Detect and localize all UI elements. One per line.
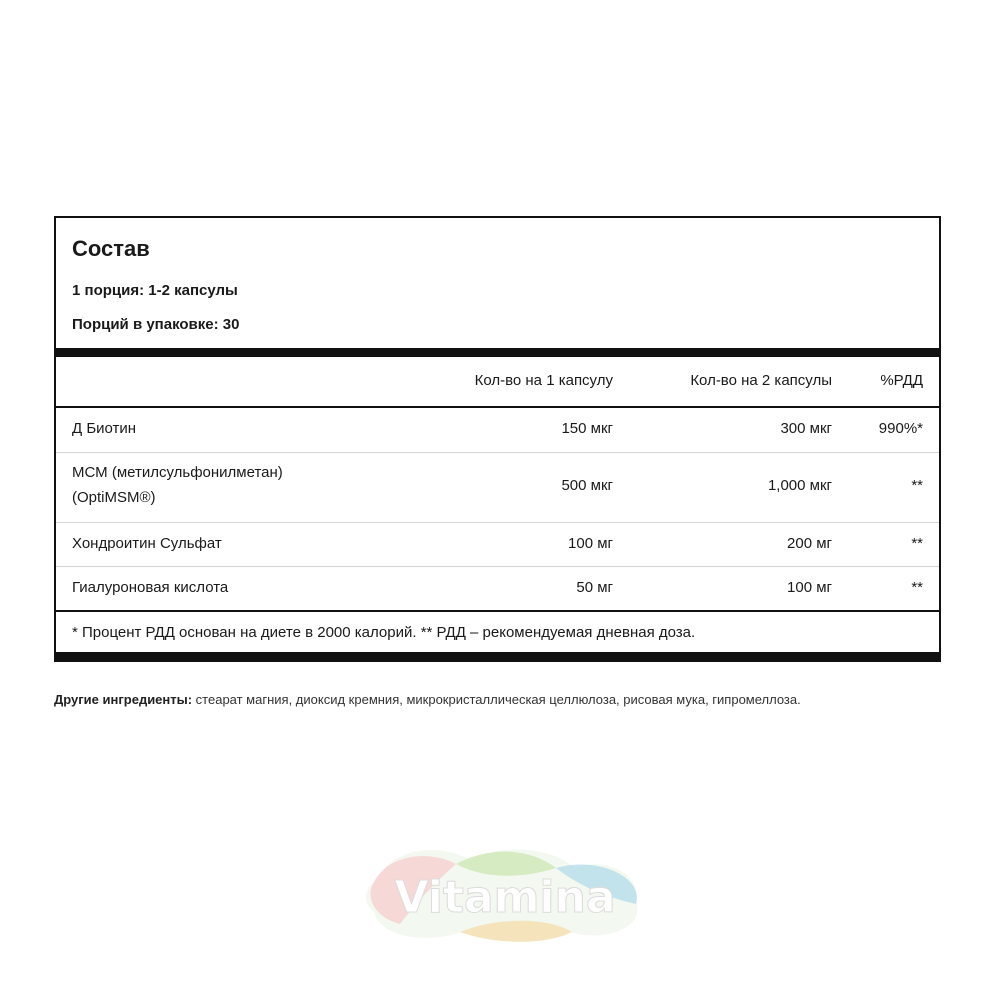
amount-per-2: 200 мг xyxy=(787,535,832,552)
ingredient-name: Гиалуроновая кислота xyxy=(72,579,229,596)
ingredient-name: Хондроитин Сульфат xyxy=(72,535,222,552)
servings-per-container: Порций в упаковке: 30 xyxy=(72,316,240,333)
footnote: * Процент РДД основан на диете в 2000 калорий. ** РДД – рекомендуемая дневная доза. xyxy=(72,624,696,641)
amount-per-1: 500 мкг xyxy=(561,477,613,494)
amount-per-2: 1,000 мкг xyxy=(767,477,832,494)
amount-per-2: 300 мкг xyxy=(780,420,832,437)
ingredient-name-line2: (OptiMSM®) xyxy=(72,489,156,506)
header-per-1-capsule: Кол-во на 1 капсулу xyxy=(474,372,613,389)
header-per-2-capsules: Кол-во на 2 капсулы xyxy=(690,372,832,389)
footnote-divider xyxy=(56,610,939,612)
logo-text: Vitamina xyxy=(394,872,616,923)
header-rda: %РДД xyxy=(880,372,923,389)
other-ingredients-text: стеарат магния, диоксид кремния, микрокристаллическая целлюлоза, рисовая мука, гипромеллоза. xyxy=(192,692,801,707)
rda-value: 990%* xyxy=(878,420,923,437)
row-divider xyxy=(56,566,939,567)
other-ingredients-label: Другие ингредиенты: xyxy=(54,692,193,707)
panel-title: Состав xyxy=(72,236,150,261)
row-divider xyxy=(56,452,939,453)
bottom-divider xyxy=(56,652,939,660)
vitamina-logo xyxy=(360,838,650,948)
row-divider xyxy=(56,522,939,523)
rda-value: ** xyxy=(911,477,923,494)
ingredient-name: Д Биотин xyxy=(72,420,137,437)
rda-value: ** xyxy=(911,579,923,596)
serving-size: 1 порция: 1-2 капсулы xyxy=(72,282,238,299)
amount-per-1: 50 мг xyxy=(576,579,613,596)
other-ingredients xyxy=(54,689,914,711)
rda-value: ** xyxy=(911,535,923,552)
amount-per-1: 150 мкг xyxy=(561,420,613,437)
top-divider xyxy=(56,348,939,357)
supplement-facts-panel xyxy=(54,216,941,662)
amount-per-1: 100 мг xyxy=(568,535,613,552)
ingredient-name: МСМ (метилсульфонилметан) xyxy=(72,464,283,481)
amount-per-2: 100 мг xyxy=(787,579,832,596)
header-divider xyxy=(56,406,939,408)
